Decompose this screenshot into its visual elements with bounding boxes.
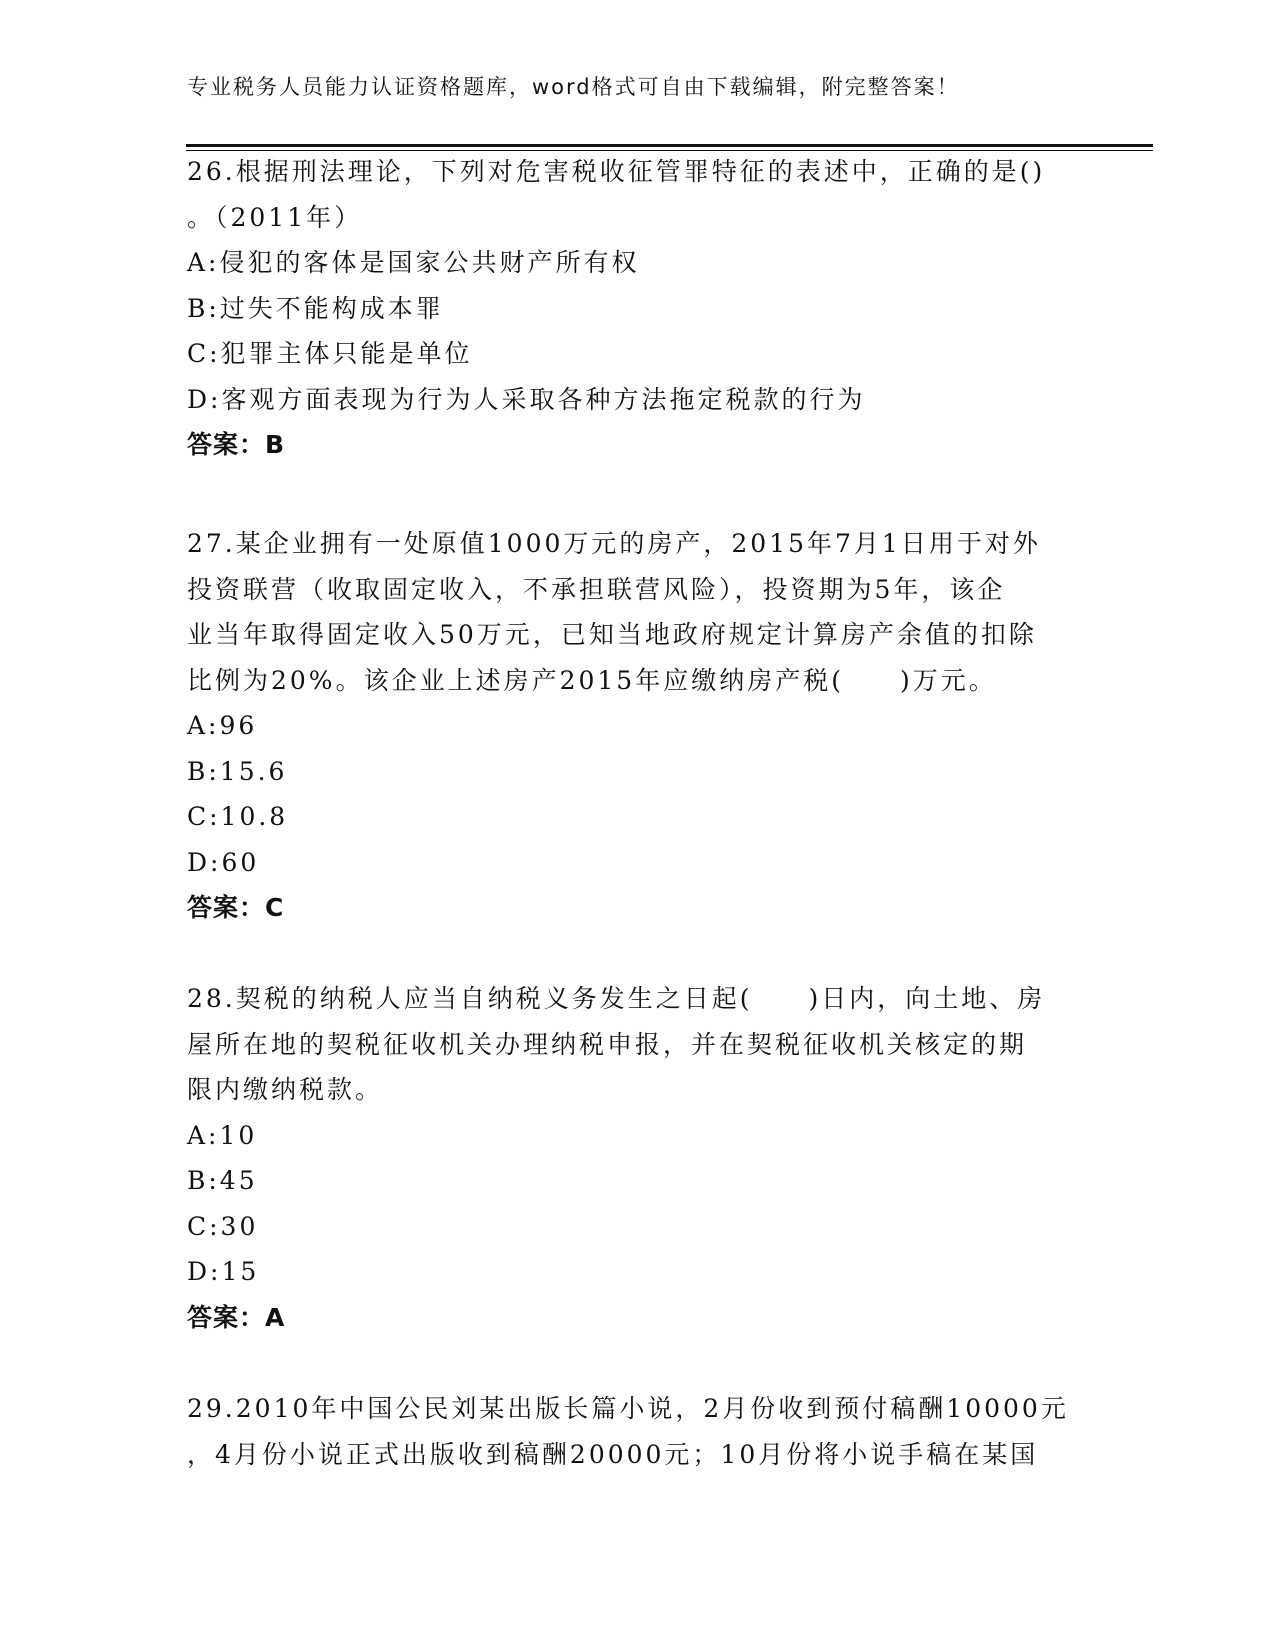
question-27	[187, 521, 1087, 931]
option-a: A:10	[187, 1120, 258, 1150]
page-header: 专业税务人员能力认证资格题库，word格式可自由下载编辑，附完整答案！	[187, 75, 960, 99]
option-b: B:45	[187, 1166, 258, 1195]
answer: 答案：B	[187, 430, 286, 459]
question-stem-line: 屋所在地的契税征收机关办理纳税申报，并在契税征收机关核定的期	[187, 1029, 1028, 1059]
option-d: D:15	[187, 1257, 260, 1286]
question-stem-line: 26.根据刑法理论，下列对危害税收征管罪特征的表述中，正确的是()	[187, 157, 1046, 186]
question-stem-line: 限内缴纳税款。	[187, 1075, 384, 1104]
question-28	[187, 976, 1087, 1340]
header-rule-thick	[186, 144, 1153, 147]
question-stem-line: ，4月份小说正式出版收到稿酬20000元；10月份将小说手稿在某国	[187, 1439, 1039, 1469]
option-a: A:96	[187, 711, 258, 740]
question-stem-line: 。（2011年）	[187, 202, 363, 232]
question-stem-line: 业当年取得固定收入50万元，已知当地政府规定计算房产余值的扣除	[187, 620, 1037, 649]
option-d: D:客观方面表现为行为人采取各种方法拖定税款的行为	[187, 384, 866, 414]
question-stem-line: 比例为20%。该企业上述房产2015年应缴纳房产税( )万元。	[187, 665, 997, 695]
question-stem-line: 28.契税的纳税人应当自纳税义务发生之日起( )日内，向土地、房	[187, 984, 1046, 1013]
question-29	[187, 1386, 1087, 1477]
option-b: B:15.6	[187, 756, 288, 786]
option-d: D:60	[187, 847, 260, 877]
question-stem-line: 29.2010年中国公民刘某出版长篇小说，2月份收到预付稿酬10000元	[187, 1394, 1069, 1423]
option-b: B:过失不能构成本罪	[187, 293, 444, 323]
option-c: C:10.8	[187, 802, 289, 831]
answer: 答案：C	[187, 893, 285, 922]
question-stem-line: 27.某企业拥有一处原值1000万元的房产，2015年7月1日用于对外	[187, 529, 1041, 558]
question-26	[187, 149, 1087, 468]
option-a: A:侵犯的客体是国家公共财产所有权	[187, 248, 640, 277]
option-c: C:犯罪主体只能是单位	[187, 339, 473, 368]
question-stem-line: 投资联营（收取固定收入，不承担联营风险），投资期为5年，该企	[187, 574, 1006, 604]
option-c: C:30	[187, 1211, 259, 1241]
answer: 答案：A	[187, 1302, 286, 1332]
